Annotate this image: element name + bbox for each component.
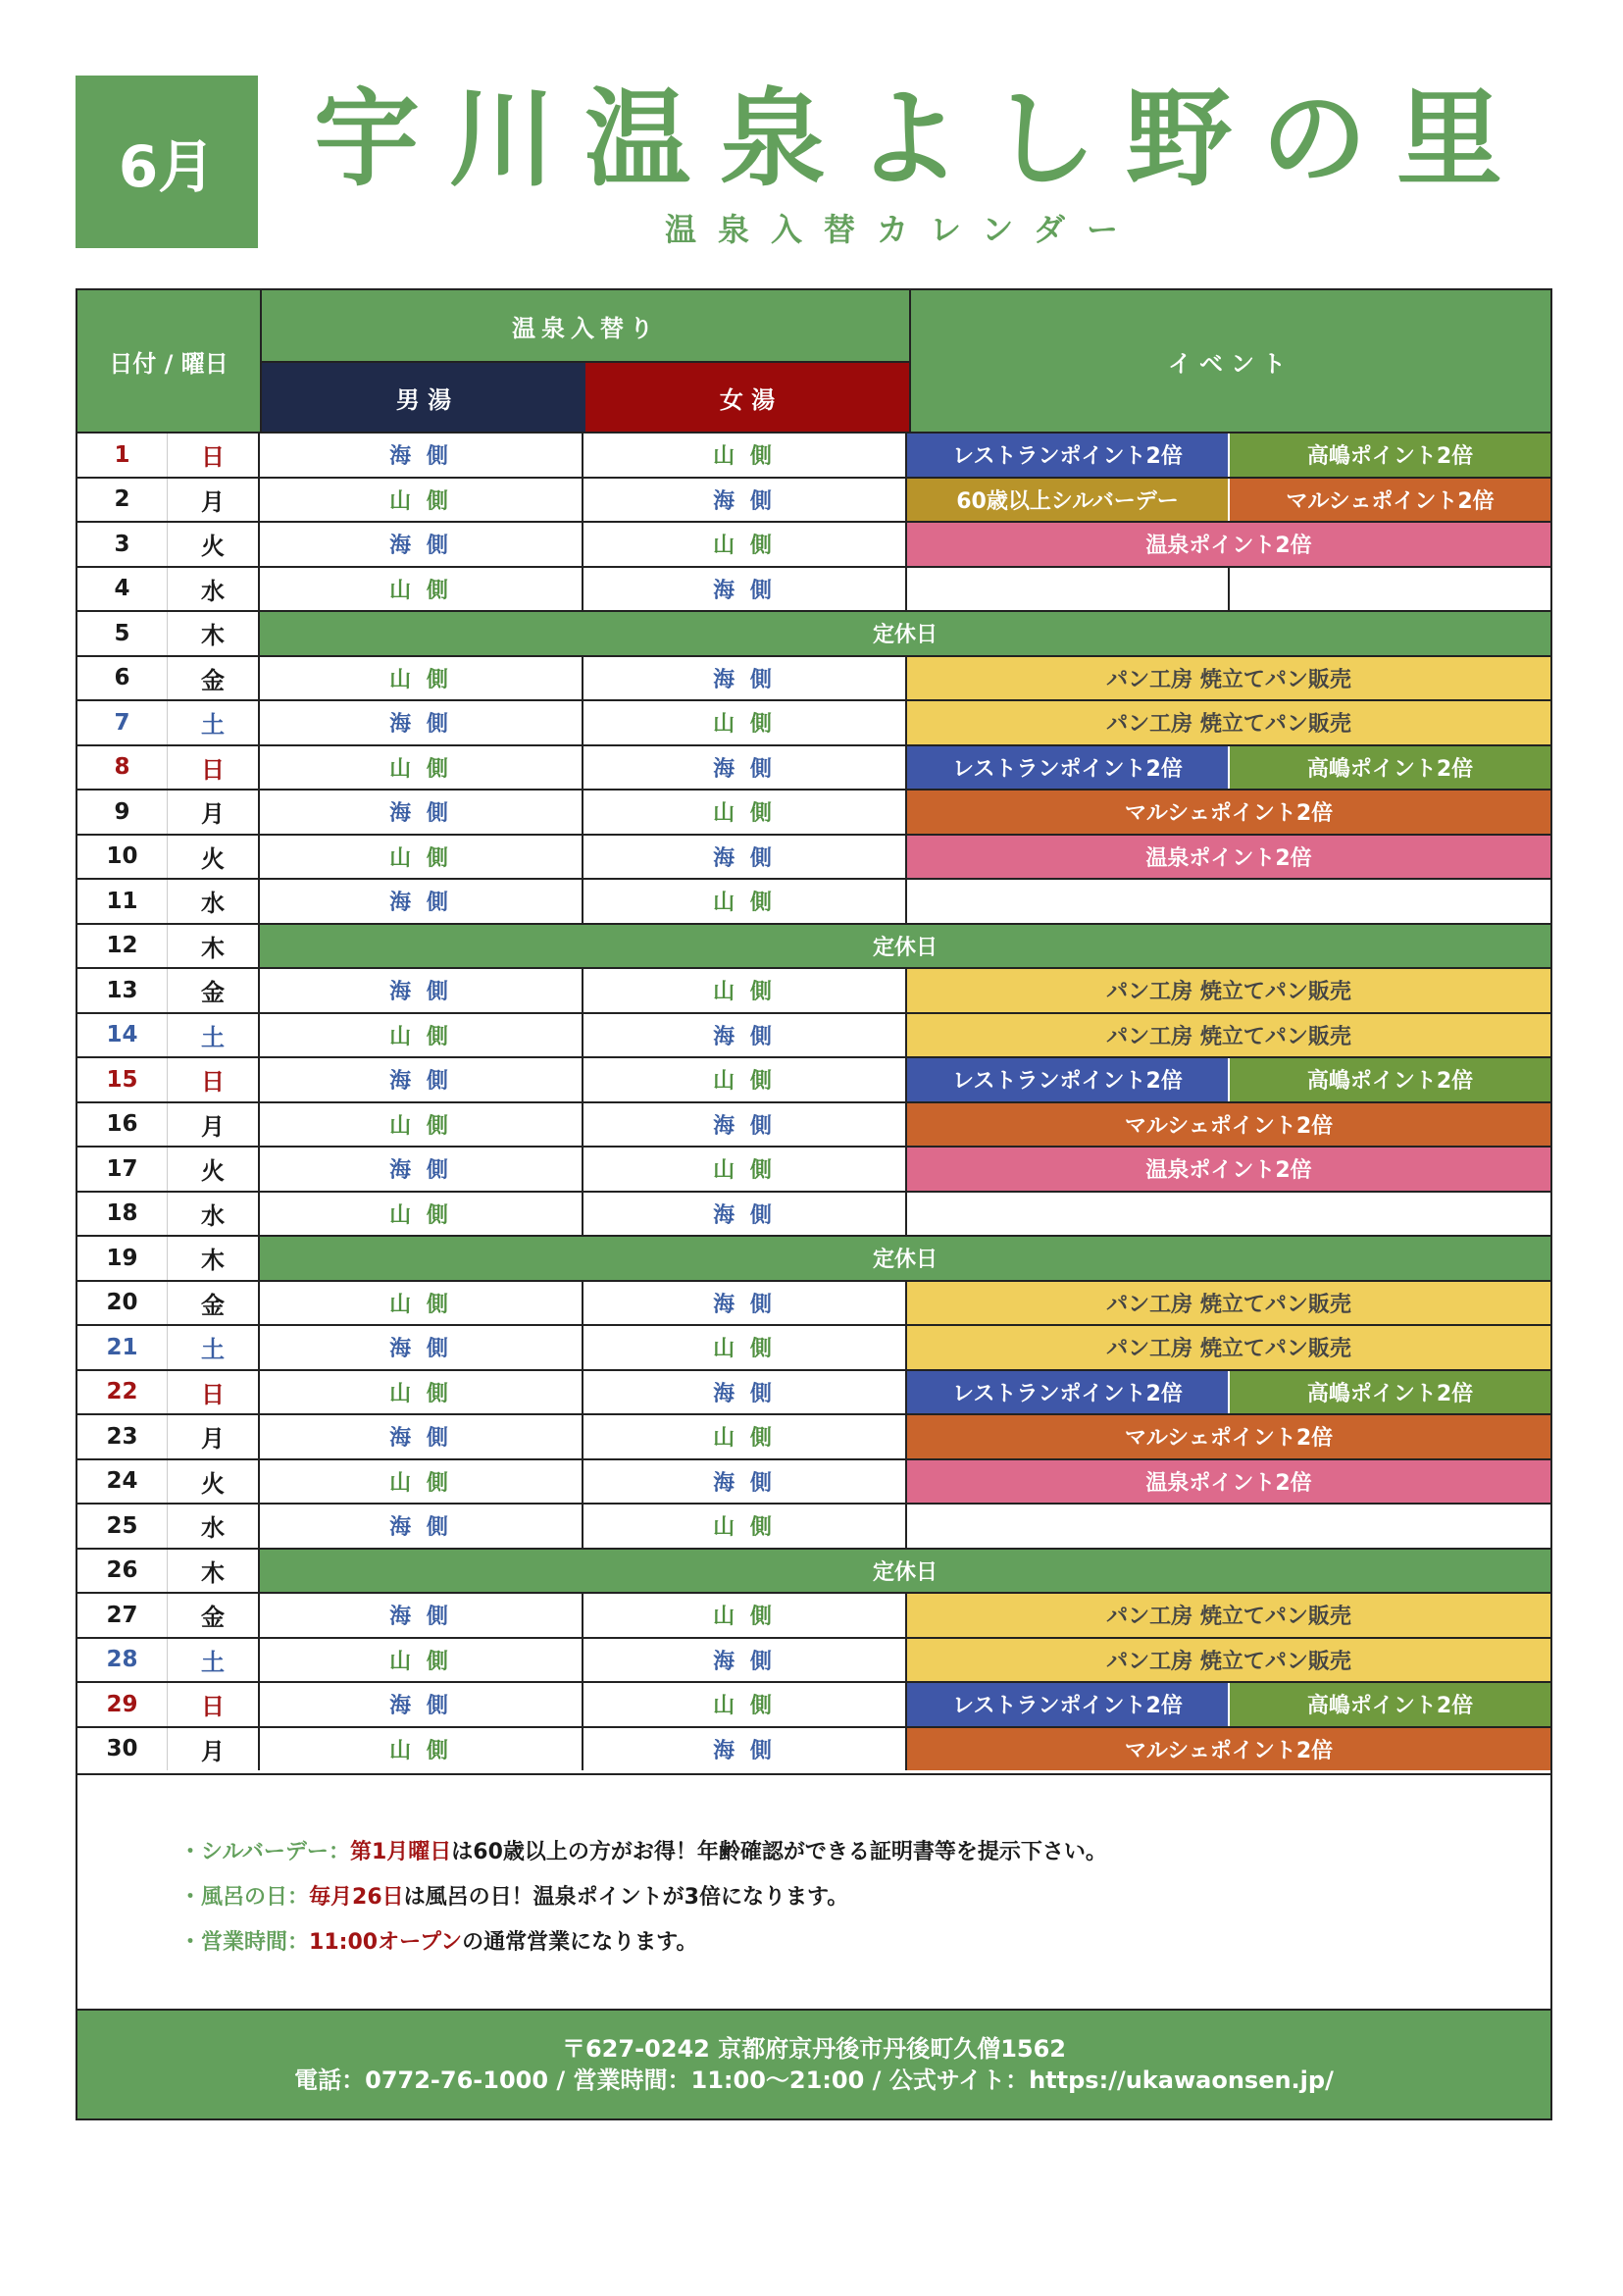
event-cell: [907, 1683, 1550, 1726]
date-cell: 5: [77, 612, 168, 655]
men-bath-cell: 海 側: [260, 791, 583, 834]
women-bath-cell: 海 側: [583, 836, 907, 879]
closed-day-cell: 定休日: [260, 1550, 1550, 1593]
women-bath-cell: 山 側: [583, 1683, 907, 1726]
men-bath-cell: 山 側: [260, 568, 583, 611]
weekday-cell: 土: [168, 1014, 260, 1057]
note-label: シルバーデー: [201, 1840, 329, 1864]
note-highlight: 11:00オープン: [309, 1930, 463, 1955]
weekday-cell: 木: [168, 1237, 260, 1280]
weekday-cell: 水: [168, 1193, 260, 1236]
weekday-cell: 木: [168, 612, 260, 655]
weekday-cell: 水: [168, 568, 260, 611]
event-cell: [907, 1014, 1550, 1057]
women-bath-cell: 山 側: [583, 1058, 907, 1101]
weekday-cell: 金: [168, 1282, 260, 1325]
header-bath-swap: 温泉入替り: [262, 290, 909, 361]
date-cell: 18: [77, 1193, 168, 1236]
event-label: レストランポイント2倍: [907, 1058, 1230, 1101]
date-cell: 29: [77, 1683, 168, 1726]
event-label: 高嶋ポイント2倍: [1230, 1058, 1550, 1101]
men-bath-cell: 山 側: [260, 1728, 583, 1771]
table-row: [77, 1503, 1550, 1548]
table-row: [77, 1592, 1550, 1637]
event-cell: [907, 791, 1550, 834]
date-cell: 26: [77, 1550, 168, 1593]
weekday-cell: 水: [168, 1505, 260, 1548]
weekday-cell: 木: [168, 1550, 260, 1593]
event-label: 温泉ポイント2倍: [907, 1148, 1550, 1191]
weekday-cell: 水: [168, 880, 260, 923]
women-bath-cell: 海 側: [583, 657, 907, 700]
table-row: [77, 1413, 1550, 1458]
date-cell: 2: [77, 479, 168, 522]
event-label: レストランポイント2倍: [907, 434, 1230, 477]
date-cell: 8: [77, 746, 168, 790]
event-cell: [907, 1594, 1550, 1637]
table-row: [77, 655, 1550, 700]
date-cell: 15: [77, 1058, 168, 1101]
calendar-rows: [77, 432, 1550, 1770]
footer: [77, 2009, 1550, 2118]
event-label: レストランポイント2倍: [907, 746, 1230, 790]
footer-address: 〒627-0242 京都府京丹後市丹後町久僧1562: [561, 2035, 1066, 2063]
men-bath-cell: 海 側: [260, 1505, 583, 1548]
note-line: [179, 1920, 1550, 1965]
event-label: マルシェポイント2倍: [907, 1728, 1550, 1771]
weekday-cell: 土: [168, 1326, 260, 1369]
notes-section: [77, 1773, 1550, 2009]
men-bath-cell: 海 側: [260, 1326, 583, 1369]
note-colon: ：: [287, 1885, 310, 1910]
men-bath-cell: 山 側: [260, 1014, 583, 1057]
date-cell: 12: [77, 925, 168, 968]
event-empty: [907, 880, 1550, 923]
table-row: [77, 1324, 1550, 1369]
event-label: レストランポイント2倍: [907, 1371, 1230, 1414]
weekday-cell: 月: [168, 1415, 260, 1458]
weekday-cell: 火: [168, 1460, 260, 1504]
note-bullet: ・: [179, 1885, 202, 1910]
weekday-cell: 金: [168, 969, 260, 1012]
event-cell: [907, 1371, 1550, 1414]
date-cell: 20: [77, 1282, 168, 1325]
men-bath-cell: 海 側: [260, 434, 583, 477]
weekday-cell: 土: [168, 701, 260, 744]
date-cell: 19: [77, 1237, 168, 1280]
table-row: [77, 1280, 1550, 1325]
women-bath-cell: 海 側: [583, 1371, 907, 1414]
event-cell: [907, 1728, 1550, 1771]
event-cell: [907, 479, 1550, 522]
men-bath-cell: 山 側: [260, 1103, 583, 1147]
table-row: [77, 699, 1550, 744]
event-empty: [1230, 568, 1550, 611]
event-empty: [907, 568, 1230, 611]
event-label: マルシェポイント2倍: [907, 791, 1550, 834]
calendar-table: [76, 288, 1552, 2120]
women-bath-cell: 山 側: [583, 791, 907, 834]
women-bath-cell: 山 側: [583, 969, 907, 1012]
table-row: [77, 610, 1550, 655]
men-bath-cell: 山 側: [260, 1282, 583, 1325]
event-label: レストランポイント2倍: [907, 1683, 1230, 1726]
weekday-cell: 月: [168, 1728, 260, 1771]
date-cell: 3: [77, 523, 168, 566]
date-cell: 21: [77, 1326, 168, 1369]
event-label: パン工房 焼立てパン販売: [907, 1594, 1550, 1637]
table-row: [77, 1726, 1550, 1771]
table-row: [77, 1458, 1550, 1504]
men-bath-cell: 山 側: [260, 657, 583, 700]
event-label: パン工房 焼立てパン販売: [907, 1639, 1550, 1682]
weekday-cell: 日: [168, 1683, 260, 1726]
note-text: は60歳以上の方がお得！年齢確認ができる証明書等を提示下さい。: [451, 1840, 1107, 1864]
weekday-cell: 日: [168, 746, 260, 790]
weekday-cell: 土: [168, 1639, 260, 1682]
note-bullet: ・: [179, 1840, 202, 1864]
date-cell: 14: [77, 1014, 168, 1057]
event-label: パン工房 焼立てパン販売: [907, 1326, 1550, 1369]
event-cell: [907, 1193, 1550, 1236]
header-women-bath: 女 湯: [585, 363, 909, 432]
men-bath-cell: 海 側: [260, 1148, 583, 1191]
table-row: [77, 1056, 1550, 1101]
event-label: パン工房 焼立てパン販売: [907, 701, 1550, 744]
women-bath-cell: 山 側: [583, 701, 907, 744]
event-label: パン工房 焼立てパン販売: [907, 657, 1550, 700]
event-cell: [907, 1415, 1550, 1458]
note-colon: ：: [287, 1930, 310, 1955]
women-bath-cell: 海 側: [583, 1460, 907, 1504]
weekday-cell: 木: [168, 925, 260, 968]
table-row: [77, 1548, 1550, 1593]
men-bath-cell: 海 側: [260, 1594, 583, 1637]
date-cell: 6: [77, 657, 168, 700]
event-empty: [907, 1505, 1550, 1548]
event-cell: [907, 1326, 1550, 1369]
women-bath-cell: 海 側: [583, 1193, 907, 1236]
event-label: マルシェポイント2倍: [907, 1415, 1550, 1458]
date-cell: 25: [77, 1505, 168, 1548]
men-bath-cell: 海 側: [260, 523, 583, 566]
men-bath-cell: 海 側: [260, 1415, 583, 1458]
women-bath-cell: 海 側: [583, 1728, 907, 1771]
note-colon: ：: [328, 1840, 350, 1864]
men-bath-cell: 海 側: [260, 1058, 583, 1101]
event-cell: [907, 1058, 1550, 1101]
date-cell: 30: [77, 1728, 168, 1771]
event-label: パン工房 焼立てパン販売: [907, 1014, 1550, 1057]
weekday-cell: 火: [168, 836, 260, 879]
closed-day-cell: 定休日: [260, 925, 1550, 968]
table-row: [77, 1681, 1550, 1726]
date-cell: 28: [77, 1639, 168, 1682]
date-cell: 11: [77, 880, 168, 923]
date-cell: 9: [77, 791, 168, 834]
event-label: 高嶋ポイント2倍: [1230, 746, 1550, 790]
table-row: [77, 789, 1550, 834]
header-men-bath: 男 湯: [262, 363, 585, 432]
date-cell: 27: [77, 1594, 168, 1637]
date-cell: 22: [77, 1371, 168, 1414]
weekday-cell: 日: [168, 1058, 260, 1101]
women-bath-cell: 海 側: [583, 1639, 907, 1682]
weekday-cell: 火: [168, 1148, 260, 1191]
note-highlight: 毎月26日: [309, 1885, 404, 1910]
month-badge: 6月: [76, 76, 258, 248]
event-cell: [907, 836, 1550, 879]
event-cell: [907, 1282, 1550, 1325]
event-cell: [907, 434, 1550, 477]
men-bath-cell: 山 側: [260, 836, 583, 879]
date-cell: 24: [77, 1460, 168, 1504]
table-row: [77, 834, 1550, 879]
men-bath-cell: 山 側: [260, 1639, 583, 1682]
table-row: [77, 1637, 1550, 1682]
event-label: 60歳以上シルバーデー: [907, 479, 1230, 522]
date-cell: 23: [77, 1415, 168, 1458]
table-row: [77, 1101, 1550, 1147]
table-row: [77, 1191, 1550, 1236]
women-bath-cell: 海 側: [583, 746, 907, 790]
event-label: パン工房 焼立てパン販売: [907, 1282, 1550, 1325]
table-row: [77, 878, 1550, 923]
event-label: パン工房 焼立てパン販売: [907, 969, 1550, 1012]
women-bath-cell: 山 側: [583, 1505, 907, 1548]
men-bath-cell: 海 側: [260, 701, 583, 744]
date-cell: 1: [77, 434, 168, 477]
women-bath-cell: 海 側: [583, 1014, 907, 1057]
note-label: 風呂の日: [201, 1885, 288, 1910]
table-row: [77, 566, 1550, 611]
event-cell: [907, 568, 1550, 611]
header-event: イベント: [911, 290, 1550, 432]
note-line: [179, 1830, 1550, 1875]
women-bath-cell: 山 側: [583, 1326, 907, 1369]
table-row: [77, 432, 1550, 477]
event-cell: [907, 523, 1550, 566]
event-label: マルシェポイント2倍: [907, 1103, 1550, 1147]
weekday-cell: 火: [168, 523, 260, 566]
note-text: は風呂の日！温泉ポイントが3倍になります。: [403, 1885, 849, 1910]
men-bath-cell: 海 側: [260, 880, 583, 923]
event-cell: [907, 1148, 1550, 1191]
women-bath-cell: 海 側: [583, 1282, 907, 1325]
event-cell: [907, 1103, 1550, 1147]
men-bath-cell: 山 側: [260, 1460, 583, 1504]
note-text: の通常営業になります。: [462, 1930, 698, 1955]
men-bath-cell: 山 側: [260, 479, 583, 522]
weekday-cell: 日: [168, 434, 260, 477]
women-bath-cell: 海 側: [583, 479, 907, 522]
event-cell: [907, 1639, 1550, 1682]
event-label: 温泉ポイント2倍: [907, 1460, 1550, 1504]
table-row: [77, 521, 1550, 566]
men-bath-cell: 山 側: [260, 1193, 583, 1236]
event-cell: [907, 969, 1550, 1012]
event-label: 温泉ポイント2倍: [907, 523, 1550, 566]
event-cell: [907, 746, 1550, 790]
women-bath-cell: 山 側: [583, 434, 907, 477]
table-row: [77, 1012, 1550, 1057]
women-bath-cell: 海 側: [583, 568, 907, 611]
men-bath-cell: 海 側: [260, 969, 583, 1012]
women-bath-cell: 海 側: [583, 1103, 907, 1147]
women-bath-cell: 山 側: [583, 880, 907, 923]
men-bath-cell: 海 側: [260, 1683, 583, 1726]
note-line: [179, 1875, 1550, 1920]
table-row: [77, 1146, 1550, 1191]
weekday-cell: 月: [168, 791, 260, 834]
table-row: [77, 1235, 1550, 1280]
event-label: 温泉ポイント2倍: [907, 836, 1550, 879]
footer-contact: 電話：0772-76-1000 / 営業時間：11:00〜21:00 / 公式サイト：https://ukawaonsen.jp/: [294, 2066, 1334, 2094]
event-label: 高嶋ポイント2倍: [1230, 434, 1550, 477]
event-cell: [907, 1505, 1550, 1548]
event-label: 高嶋ポイント2倍: [1230, 1683, 1550, 1726]
date-cell: 16: [77, 1103, 168, 1147]
women-bath-cell: 山 側: [583, 1148, 907, 1191]
table-row: [77, 1369, 1550, 1414]
weekday-cell: 月: [168, 1103, 260, 1147]
event-cell: [907, 657, 1550, 700]
weekday-cell: 日: [168, 1371, 260, 1414]
date-cell: 17: [77, 1148, 168, 1191]
weekday-cell: 金: [168, 1594, 260, 1637]
weekday-cell: 月: [168, 479, 260, 522]
event-cell: [907, 880, 1550, 923]
men-bath-cell: 山 側: [260, 1371, 583, 1414]
date-cell: 7: [77, 701, 168, 744]
men-bath-cell: 山 側: [260, 746, 583, 790]
table-row: [77, 967, 1550, 1012]
note-label: 営業時間: [201, 1930, 288, 1955]
closed-day-cell: 定休日: [260, 1237, 1550, 1280]
table-row: [77, 923, 1550, 968]
note-bullet: ・: [179, 1930, 202, 1955]
event-cell: [907, 1460, 1550, 1504]
event-label: 高嶋ポイント2倍: [1230, 1371, 1550, 1414]
table-row: [77, 744, 1550, 790]
women-bath-cell: 山 側: [583, 1594, 907, 1637]
date-cell: 13: [77, 969, 168, 1012]
event-label: マルシェポイント2倍: [1230, 479, 1550, 522]
page-title: 宇川温泉よし野の里: [314, 78, 1533, 201]
page-subtitle: 温泉入替カレンダー: [665, 211, 1140, 248]
event-empty: [907, 1193, 1550, 1236]
women-bath-cell: 山 側: [583, 1415, 907, 1458]
date-cell: 4: [77, 568, 168, 611]
weekday-cell: 金: [168, 657, 260, 700]
header-date-weekday: 日付 / 曜日: [77, 290, 260, 432]
date-cell: 10: [77, 836, 168, 879]
event-cell: [907, 701, 1550, 744]
table-row: [77, 477, 1550, 522]
women-bath-cell: 山 側: [583, 523, 907, 566]
closed-day-cell: 定休日: [260, 612, 1550, 655]
note-highlight: 第1月曜日: [349, 1840, 452, 1864]
